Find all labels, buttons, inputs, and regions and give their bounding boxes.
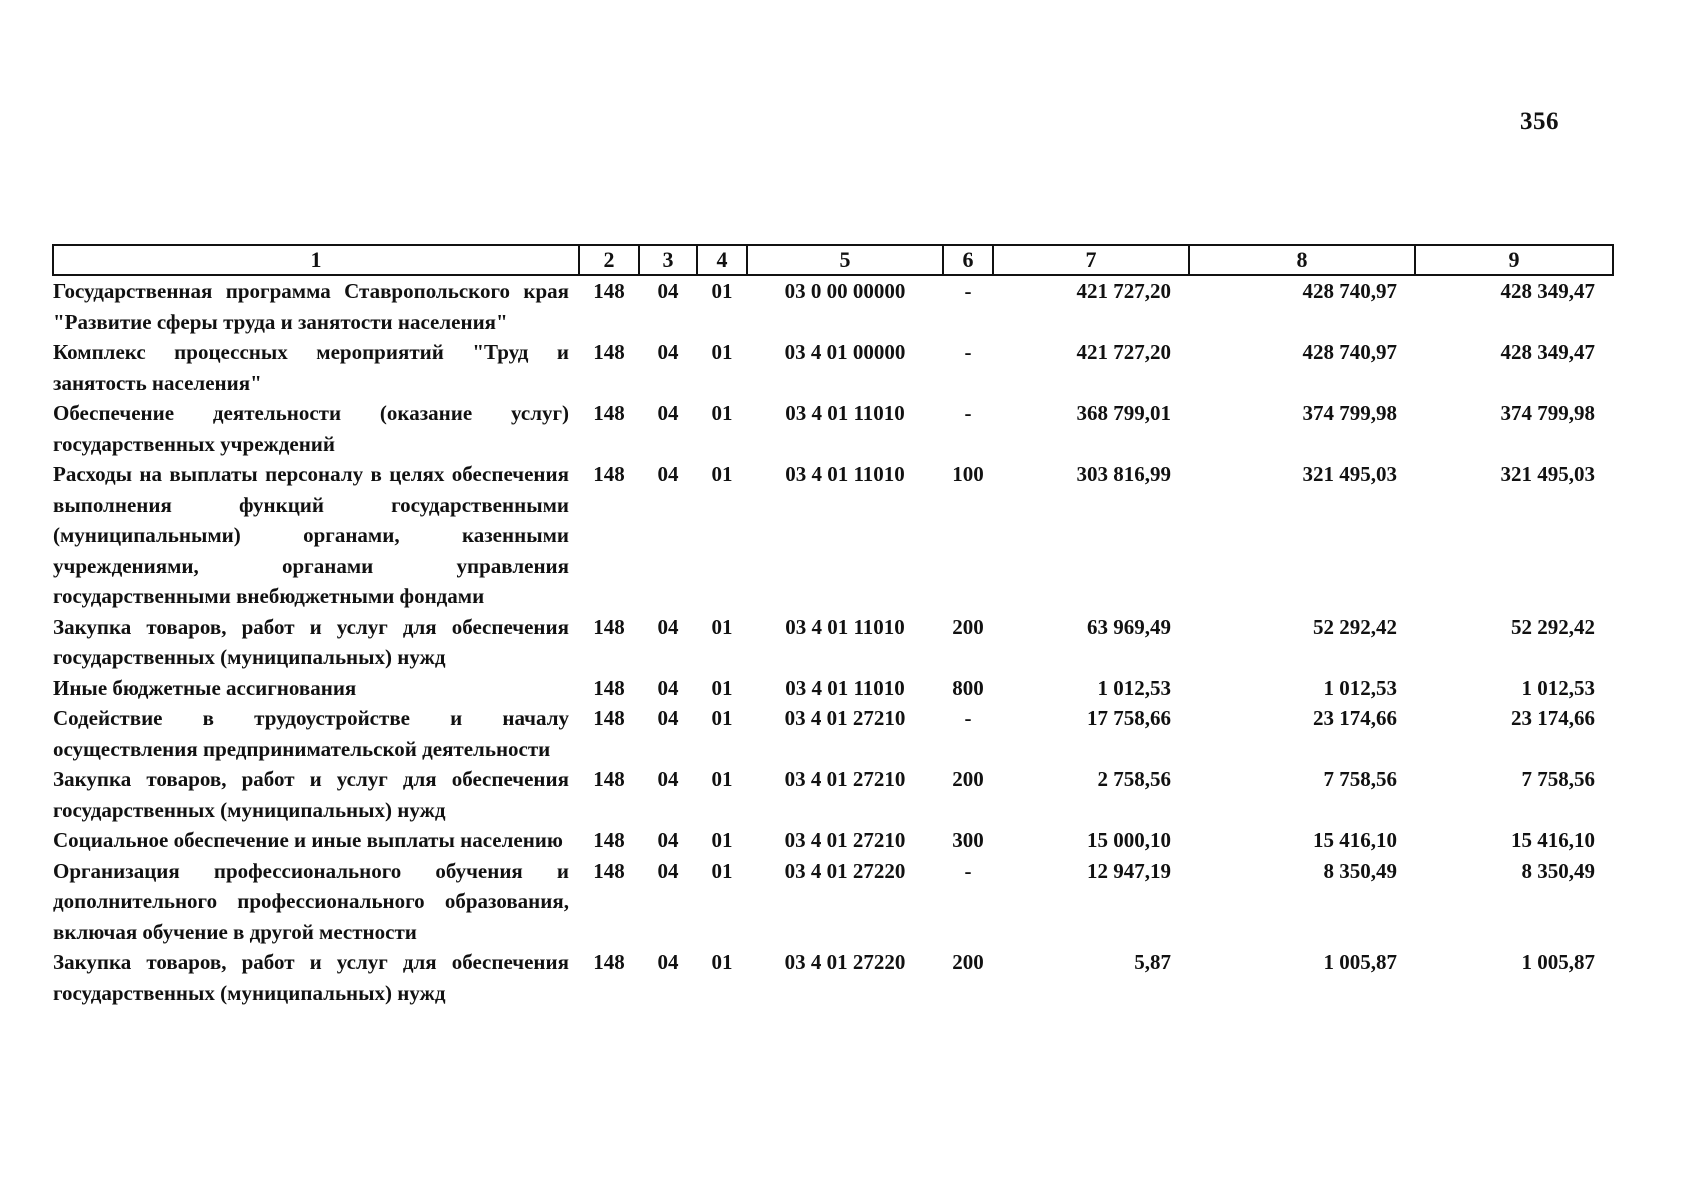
amount-8-cell: 1 005,87: [1323, 950, 1397, 974]
amount-7-cell: 2 758,56: [1097, 767, 1171, 791]
code-4-cell: 01: [711, 767, 733, 791]
column-header: 4: [697, 245, 747, 275]
amount-7-cell: 63 969,49: [1087, 614, 1171, 639]
table-row: [53, 947, 1613, 1008]
amount-9-cell: 23 174,66: [1511, 706, 1595, 730]
amount-7-cell: 5,87: [1134, 950, 1171, 974]
code-2-cell: 148: [593, 340, 625, 364]
code-5-cell: 03 4 01 11010: [785, 462, 905, 486]
code-2-cell: 148: [593, 767, 625, 791]
table-row: [53, 764, 1613, 825]
code-6-cell: 800: [952, 675, 984, 700]
amount-7-cell: 303 816,99: [1076, 462, 1171, 486]
code-3-cell: 04: [657, 828, 679, 852]
code-4-cell: 01: [711, 675, 733, 700]
code-3-cell: 04: [657, 462, 679, 486]
page-number: 356: [1520, 108, 1559, 135]
amount-9-cell: 1 012,53: [1521, 675, 1595, 700]
code-5-cell: 03 4 01 11010: [785, 675, 905, 700]
table-row: [53, 673, 1613, 704]
column-header: 8: [1189, 245, 1415, 275]
amount-8-cell: 428 740,97: [1302, 279, 1397, 303]
code-5-cell: 03 4 01 00000: [784, 340, 906, 364]
amount-7-cell: 1 012,53: [1097, 675, 1171, 700]
code-3-cell: 04: [657, 614, 679, 639]
code-2-cell: 148: [593, 279, 625, 303]
row-name-cell: Комплекс процессных мероприятий "Труд и занятость населения": [53, 340, 569, 395]
code-6-cell: 200: [952, 767, 984, 791]
code-5-cell: 03 4 01 27210: [784, 706, 906, 730]
code-2-cell: 148: [593, 828, 625, 852]
row-name-cell: Обеспечение деятельности (оказание услуг) государственных учреждений: [53, 401, 569, 456]
column-header: 7: [993, 245, 1189, 275]
row-name-cell: Расходы на выплаты персоналу в целях обеспечения выполнения функций государственными (муниципальными) органами, казенными учреждениями, органами управления государственными внебюджетными фондами: [53, 462, 569, 608]
column-number-header: [53, 245, 1613, 275]
code-5-cell: 03 0 00 00000: [784, 279, 906, 303]
amount-7-cell: 368 799,01: [1076, 401, 1171, 425]
code-2-cell: 148: [593, 706, 625, 730]
code-4-cell: 01: [711, 462, 733, 486]
table-row: [53, 703, 1613, 764]
row-name-cell: Закупка товаров, работ и услуг для обеспечения государственных (муниципальных) нужд: [53, 614, 569, 669]
amount-9-cell: 15 416,10: [1511, 828, 1595, 852]
code-5-cell: 03 4 01 27210: [784, 767, 906, 791]
code-5-cell: 03 4 01 11010: [785, 401, 905, 425]
code-2-cell: 148: [593, 950, 625, 974]
table-row: [53, 459, 1613, 612]
code-6-cell: -: [964, 340, 972, 364]
column-header: 6: [943, 245, 993, 275]
amount-9-cell: 374 799,98: [1500, 401, 1595, 425]
budget-table: [52, 244, 1614, 1008]
table-row: [53, 856, 1613, 948]
code-4-cell: 01: [711, 401, 733, 425]
amount-8-cell: 428 740,97: [1302, 340, 1397, 364]
code-6-cell: 200: [952, 614, 984, 639]
code-4-cell: 01: [711, 828, 733, 852]
amount-7-cell: 421 727,20: [1076, 340, 1171, 364]
code-3-cell: 04: [657, 401, 679, 425]
code-5-cell: 03 4 01 27220: [784, 950, 906, 974]
row-name-cell: Государственная программа Ставропольского края "Развитие сферы труда и занятости населения": [53, 279, 569, 334]
code-5-cell: 03 4 01 27210: [784, 828, 906, 852]
code-6-cell: -: [964, 401, 972, 425]
row-name-cell: Закупка товаров, работ и услуг для обеспечения государственных (муниципальных) нужд: [53, 767, 569, 822]
table-row: [53, 398, 1613, 459]
code-3-cell: 04: [657, 767, 679, 791]
table-row: [53, 337, 1613, 398]
code-2-cell: 148: [593, 858, 625, 883]
code-6-cell: 200: [952, 950, 984, 974]
amount-8-cell: 321 495,03: [1302, 462, 1397, 486]
amount-8-cell: 1 012,53: [1323, 675, 1397, 700]
code-3-cell: 04: [657, 340, 679, 364]
table-row: [53, 612, 1613, 673]
code-2-cell: 148: [593, 675, 625, 700]
code-5-cell: 03 4 01 11010: [785, 614, 905, 639]
code-3-cell: 04: [657, 858, 679, 883]
code-2-cell: 148: [593, 614, 625, 639]
code-3-cell: 04: [657, 706, 679, 730]
amount-9-cell: 52 292,42: [1511, 614, 1595, 639]
amount-7-cell: 15 000,10: [1087, 828, 1171, 852]
code-4-cell: 01: [711, 340, 733, 364]
amount-9-cell: 428 349,47: [1500, 279, 1595, 303]
code-3-cell: 04: [657, 279, 679, 303]
table-body: [53, 275, 1613, 1008]
code-6-cell: 300: [952, 828, 984, 852]
amount-9-cell: 1 005,87: [1521, 950, 1595, 974]
column-header: 3: [639, 245, 697, 275]
amount-8-cell: 23 174,66: [1313, 706, 1397, 730]
amount-9-cell: 8 350,49: [1521, 858, 1595, 883]
row-name-cell: Содействие в трудоустройстве и началу осуществления предпринимательской деятельности: [53, 706, 569, 761]
column-header: 2: [579, 245, 639, 275]
amount-7-cell: 17 758,66: [1087, 706, 1171, 730]
amount-8-cell: 15 416,10: [1313, 828, 1397, 852]
amount-8-cell: 374 799,98: [1302, 401, 1397, 425]
code-3-cell: 04: [657, 675, 679, 700]
row-name-cell: Организация профессионального обучения и дополнительного профессионального образования, включая обучение в другой местности: [53, 858, 569, 944]
code-6-cell: 100: [952, 462, 984, 486]
row-name-cell: Социальное обеспечение и иные выплаты населению: [53, 828, 563, 852]
code-6-cell: -: [964, 706, 972, 730]
row-name-cell: Закупка товаров, работ и услуг для обеспечения государственных (муниципальных) нужд: [53, 950, 569, 1005]
code-4-cell: 01: [711, 706, 733, 730]
code-2-cell: 148: [593, 401, 625, 425]
code-3-cell: 04: [657, 950, 679, 974]
row-name-cell: Иные бюджетные ассигнования: [53, 675, 357, 700]
code-2-cell: 148: [593, 462, 625, 486]
amount-7-cell: 421 727,20: [1076, 279, 1171, 303]
code-4-cell: 01: [711, 950, 733, 974]
amount-8-cell: 52 292,42: [1313, 614, 1397, 639]
amount-9-cell: 321 495,03: [1500, 462, 1595, 486]
code-4-cell: 01: [711, 614, 733, 639]
column-header: 9: [1415, 245, 1613, 275]
code-4-cell: 01: [711, 858, 733, 883]
code-6-cell: -: [964, 279, 972, 303]
amount-7-cell: 12 947,19: [1087, 858, 1171, 883]
amount-8-cell: 7 758,56: [1323, 767, 1397, 791]
amount-9-cell: 7 758,56: [1521, 767, 1595, 791]
amount-8-cell: 8 350,49: [1323, 858, 1397, 883]
column-header: 5: [747, 245, 943, 275]
code-4-cell: 01: [711, 279, 733, 303]
table-row: [53, 275, 1613, 337]
table-row: [53, 825, 1613, 856]
code-5-cell: 03 4 01 27220: [784, 858, 906, 883]
amount-9-cell: 428 349,47: [1500, 340, 1595, 364]
column-header: 1: [53, 245, 579, 275]
code-6-cell: -: [964, 858, 972, 883]
